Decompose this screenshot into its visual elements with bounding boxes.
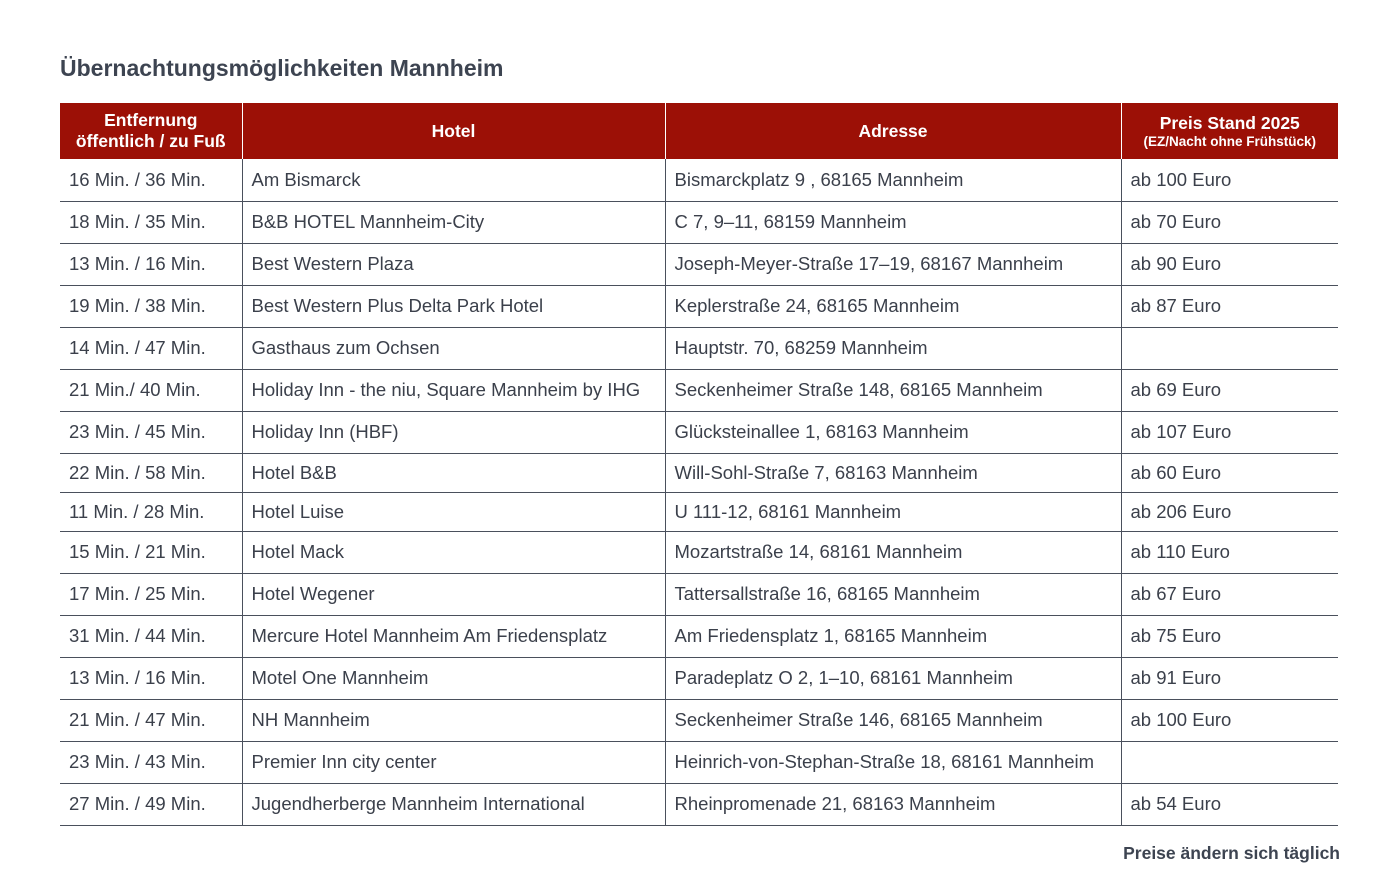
table-row <box>60 783 1338 825</box>
cell-hotel: NH Mannheim <box>242 699 665 741</box>
cell-hotel: Hotel Luise <box>242 492 665 531</box>
cell-address: Am Friedensplatz 1, 68165 Mannheim <box>665 615 1121 657</box>
table-row <box>60 492 1338 531</box>
cell-distance: 22 Min. / 58 Min. <box>60 453 242 492</box>
cell-address: Heinrich-von-Stephan-Straße 18, 68161 Mannheim <box>665 741 1121 783</box>
cell-address: U 111-12, 68161 Mannheim <box>665 492 1121 531</box>
cell-hotel: Hotel B&B <box>242 453 665 492</box>
table-row <box>60 285 1338 327</box>
cell-hotel: B&B HOTEL Mannheim-City <box>242 201 665 243</box>
cell-address: Joseph-Meyer-Straße 17–19, 68167 Mannheim <box>665 243 1121 285</box>
cell-distance: 21 Min. / 47 Min. <box>60 699 242 741</box>
cell-address: Glücksteinallee 1, 68163 Mannheim <box>665 411 1121 453</box>
table-header-row <box>60 103 1338 159</box>
cell-distance: 21 Min./ 40 Min. <box>60 369 242 411</box>
cell-distance: 27 Min. / 49 Min. <box>60 783 242 825</box>
cell-price: ab 67 Euro <box>1121 573 1338 615</box>
cell-address: Paradeplatz O 2, 1–10, 68161 Mannheim <box>665 657 1121 699</box>
cell-price: ab 107 Euro <box>1121 411 1338 453</box>
cell-hotel: Holiday Inn - the niu, Square Mannheim by IHG <box>242 369 665 411</box>
header-distance-line2: öffentlich / zu Fuß <box>75 131 226 151</box>
cell-price: ab 87 Euro <box>1121 285 1338 327</box>
cell-hotel: Best Western Plaza <box>242 243 665 285</box>
header-price-line1: Preis Stand 2025 <box>1159 112 1300 133</box>
header-distance <box>60 103 242 159</box>
header-price-line2: (EZ/Nacht ohne Frühstück) <box>1143 133 1316 149</box>
page-title: Übernachtungsmöglichkeiten Mannheim <box>60 55 504 81</box>
cell-address: Will-Sohl-Straße 7, 68163 Mannheim <box>665 453 1121 492</box>
cell-price <box>1121 327 1338 369</box>
cell-distance: 19 Min. / 38 Min. <box>60 285 242 327</box>
table-row <box>60 411 1338 453</box>
cell-price: ab 75 Euro <box>1121 615 1338 657</box>
cell-price: ab 100 Euro <box>1121 699 1338 741</box>
cell-hotel: Am Bismarck <box>242 159 665 201</box>
cell-hotel: Jugendherberge Mannheim International <box>242 783 665 825</box>
table-row <box>60 699 1338 741</box>
cell-distance: 13 Min. / 16 Min. <box>60 243 242 285</box>
cell-distance: 15 Min. / 21 Min. <box>60 531 242 573</box>
cell-distance: 18 Min. / 35 Min. <box>60 201 242 243</box>
cell-address: Tattersallstraße 16, 68165 Mannheim <box>665 573 1121 615</box>
cell-hotel: Gasthaus zum Ochsen <box>242 327 665 369</box>
cell-price <box>1121 741 1338 783</box>
cell-price: ab 60 Euro <box>1121 453 1338 492</box>
table-row <box>60 453 1338 492</box>
price-footnote: Preise ändern sich täglich <box>1123 843 1340 863</box>
cell-address: Bismarckplatz 9 , 68165 Mannheim <box>665 159 1121 201</box>
cell-address: C 7, 9–11, 68159 Mannheim <box>665 201 1121 243</box>
cell-hotel: Mercure Hotel Mannheim Am Friedensplatz <box>242 615 665 657</box>
cell-price: ab 70 Euro <box>1121 201 1338 243</box>
header-hotel: Hotel <box>242 103 665 159</box>
table-row <box>60 243 1338 285</box>
cell-price: ab 206 Euro <box>1121 492 1338 531</box>
cell-hotel: Hotel Mack <box>242 531 665 573</box>
cell-price: ab 100 Euro <box>1121 159 1338 201</box>
table-row <box>60 657 1338 699</box>
table-row <box>60 615 1338 657</box>
cell-hotel: Holiday Inn (HBF) <box>242 411 665 453</box>
hotel-table <box>60 103 1338 826</box>
cell-price: ab 90 Euro <box>1121 243 1338 285</box>
cell-distance: 16 Min. / 36 Min. <box>60 159 242 201</box>
cell-address: Seckenheimer Straße 148, 68165 Mannheim <box>665 369 1121 411</box>
table-row <box>60 369 1338 411</box>
table-row <box>60 573 1338 615</box>
cell-hotel: Best Western Plus Delta Park Hotel <box>242 285 665 327</box>
cell-distance: 31 Min. / 44 Min. <box>60 615 242 657</box>
table-row <box>60 201 1338 243</box>
cell-address: Seckenheimer Straße 146, 68165 Mannheim <box>665 699 1121 741</box>
cell-address: Keplerstraße 24, 68165 Mannheim <box>665 285 1121 327</box>
cell-address: Hauptstr. 70, 68259 Mannheim <box>665 327 1121 369</box>
cell-price: ab 54 Euro <box>1121 783 1338 825</box>
cell-address: Rheinpromenade 21, 68163 Mannheim <box>665 783 1121 825</box>
table-row <box>60 159 1338 201</box>
table-row <box>60 741 1338 783</box>
cell-distance: 11 Min. / 28 Min. <box>60 492 242 531</box>
header-price <box>1121 103 1338 159</box>
table-row <box>60 327 1338 369</box>
cell-distance: 23 Min. / 45 Min. <box>60 411 242 453</box>
cell-distance: 13 Min. / 16 Min. <box>60 657 242 699</box>
cell-price: ab 110 Euro <box>1121 531 1338 573</box>
table-row <box>60 531 1338 573</box>
header-distance-line1: Entfernung <box>104 110 198 130</box>
cell-hotel: Hotel Wegener <box>242 573 665 615</box>
cell-hotel: Premier Inn city center <box>242 741 665 783</box>
cell-price: ab 91 Euro <box>1121 657 1338 699</box>
cell-distance: 23 Min. / 43 Min. <box>60 741 242 783</box>
cell-distance: 17 Min. / 25 Min. <box>60 573 242 615</box>
header-address: Adresse <box>665 103 1121 159</box>
cell-price: ab 69 Euro <box>1121 369 1338 411</box>
cell-hotel: Motel One Mannheim <box>242 657 665 699</box>
cell-address: Mozartstraße 14, 68161 Mannheim <box>665 531 1121 573</box>
cell-distance: 14 Min. / 47 Min. <box>60 327 242 369</box>
